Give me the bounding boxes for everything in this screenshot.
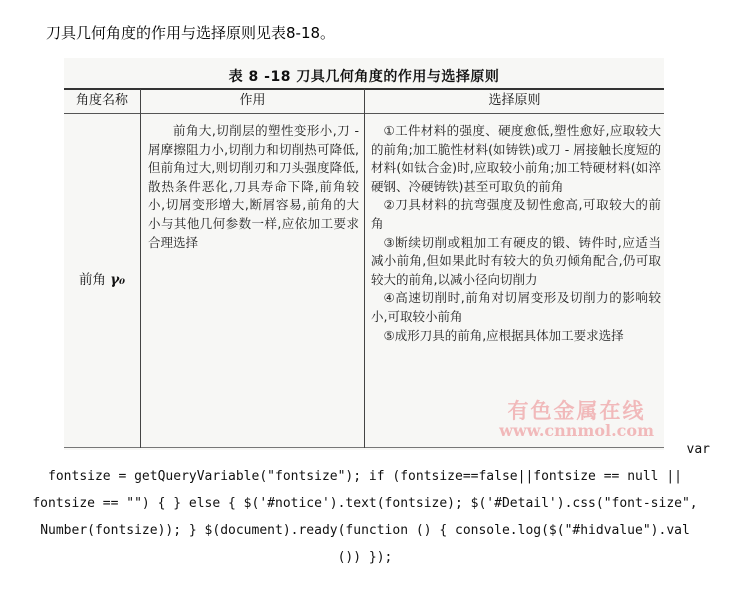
column-divider-2: [364, 89, 365, 448]
header-angle-name: 角度名称: [75, 93, 128, 108]
code-line: var: [686, 442, 710, 457]
cell-angle-name: [64, 268, 140, 288]
header-effect: 作用: [239, 93, 266, 108]
angle-name-text: 前角: [78, 272, 111, 288]
code-line: Number(fontsize)); } $(document).ready(function () { console.log($("#hidvalue").val: [40, 523, 690, 538]
rule-item: ②刀具材料的抗弯强度及韧性愈高,可取较大的前角: [371, 197, 661, 231]
header-selection-rules: 选择原则: [488, 93, 541, 108]
rule-item: ④高速切削时,前角对切屑变形及切削力的影响较小,可取较小前角: [371, 290, 661, 324]
intro-paragraph: 刀具几何角度的作用与选择原则见表8-18。: [46, 24, 336, 42]
rake-angle-symbol: γ₀: [110, 272, 126, 288]
table-figure: [64, 58, 664, 450]
watermark-url: www.cnnmol.com: [499, 421, 654, 440]
cell-effect: 前角大,切削层的塑性变形小,刀 - 屑摩擦阻力小,切削力和切削热可降低,但前角过大,则切削刃和刀头强度降低,散热条件恶化,刀具寿命下降,前角较小,切屑变形增大,断屑容易,前角的大小与其他几何参数一样,应依加工要求合理选择: [148, 123, 359, 250]
code-line: fontsize == "") { } else { $('#notice').text(fontsize); $('#Detail').css("font-size",: [32, 496, 698, 511]
table-title: 表 8 -18 刀具几何角度的作用与选择原则: [228, 69, 500, 85]
watermark: [499, 400, 654, 440]
rule-item: ⑤成形刀具的前角,应根据具体加工要求选择: [383, 327, 624, 343]
code-line: fontsize = getQueryVariable("fontsize"); if (fontsize==false||fontsize == null ||: [48, 469, 682, 484]
rule-item: ①工件材料的强度、硬度愈低,塑性愈好,应取较大的前角;加工脆性材料(如铸铁)或刀 - 屑接触长度短的材料(如钛合金)时,应取较小前角;加工特硬材料(如淬硬钢、冷硬铸铁)甚至可取负的前角: [371, 123, 661, 194]
code-line: ()) });: [337, 550, 393, 565]
leaked-script-text: [20, 436, 710, 571]
cell-selection-rules: [371, 122, 661, 345]
column-divider-1: [140, 89, 141, 448]
watermark-name: 有色金属在线: [507, 398, 646, 423]
rule-item: ③断续切削或粗加工有硬皮的锻、铸件时,应适当减小前角,但如果此时有较大的负刃倾角配合,仍可取较大的前角,以减小径向切削力: [371, 234, 661, 287]
